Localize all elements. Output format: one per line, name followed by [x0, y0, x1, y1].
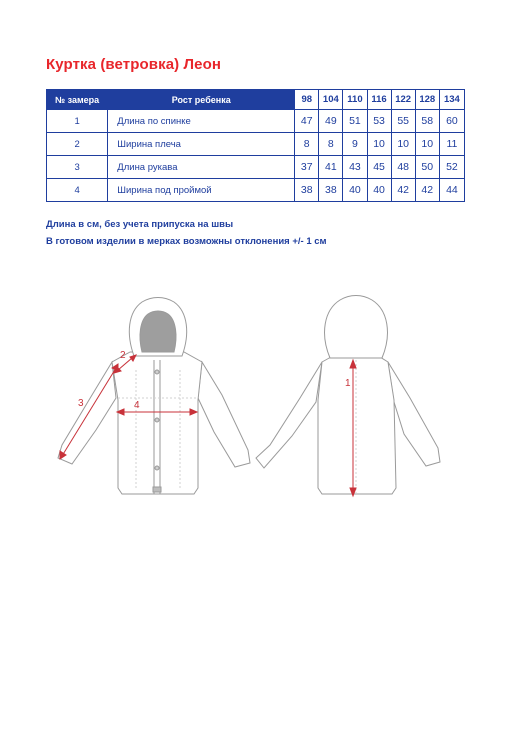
back-hood — [325, 296, 388, 359]
row-value: 58 — [415, 110, 439, 133]
page-title: Куртка (ветровка) Леон — [46, 56, 221, 73]
measure-label-1: 1 — [345, 378, 351, 389]
header-size: 122 — [391, 90, 415, 110]
header-size: 128 — [415, 90, 439, 110]
note-tolerance: В готовом изделии в мерках возможны отклонения +/- 1 см — [46, 236, 327, 247]
row-value: 45 — [367, 156, 391, 179]
row-value: 55 — [391, 110, 415, 133]
row-value: 10 — [415, 133, 439, 156]
row-number: 1 — [47, 110, 108, 133]
jacket-front-view — [58, 298, 250, 495]
back-right-sleeve — [388, 362, 440, 466]
row-number: 4 — [47, 179, 108, 202]
row-value: 10 — [391, 133, 415, 156]
header-size: 98 — [295, 90, 319, 110]
row-parameter: Длина по спинке — [108, 110, 295, 133]
row-value: 11 — [439, 133, 464, 156]
row-value: 44 — [439, 179, 464, 202]
row-value: 42 — [391, 179, 415, 202]
measure-label-4: 4 — [134, 400, 140, 411]
front-hood-opening — [140, 311, 176, 352]
header-measure-no: № замера — [47, 90, 108, 110]
header-size: 104 — [319, 90, 343, 110]
measure-sleeve-length — [62, 368, 116, 456]
row-value: 10 — [367, 133, 391, 156]
row-value: 40 — [367, 179, 391, 202]
row-value: 48 — [391, 156, 415, 179]
row-value: 60 — [439, 110, 464, 133]
header-size: 116 — [367, 90, 391, 110]
row-value: 47 — [295, 110, 319, 133]
row-number: 3 — [47, 156, 108, 179]
front-button — [155, 466, 159, 470]
front-button — [155, 418, 159, 422]
row-parameter: Ширина плеча — [108, 133, 295, 156]
note-measurement-units: Длина в см, без учета припуска на швы — [46, 219, 234, 230]
measure-label-2: 2 — [120, 350, 126, 361]
row-value: 9 — [343, 133, 367, 156]
row-value: 51 — [343, 110, 367, 133]
header-child-height: Рост ребенка — [108, 90, 295, 110]
header-size: 134 — [439, 90, 464, 110]
row-value: 53 — [367, 110, 391, 133]
jacket-back-view — [256, 296, 440, 495]
row-value: 41 — [319, 156, 343, 179]
row-value: 8 — [319, 133, 343, 156]
row-value: 8 — [295, 133, 319, 156]
row-value: 50 — [415, 156, 439, 179]
front-right-sleeve — [198, 362, 250, 467]
row-value: 42 — [415, 179, 439, 202]
row-value: 43 — [343, 156, 367, 179]
back-body — [318, 352, 396, 494]
front-button — [155, 370, 159, 374]
row-value: 37 — [295, 156, 319, 179]
row-parameter: Длина рукава — [108, 156, 295, 179]
back-left-sleeve — [256, 362, 322, 468]
row-number: 2 — [47, 133, 108, 156]
row-value: 49 — [319, 110, 343, 133]
row-value: 52 — [439, 156, 464, 179]
row-value: 38 — [295, 179, 319, 202]
zipper-pull — [153, 487, 161, 492]
measure-label-3: 3 — [78, 398, 84, 409]
row-parameter: Ширина под проймой — [108, 179, 295, 202]
row-value: 38 — [319, 179, 343, 202]
header-size: 110 — [343, 90, 367, 110]
row-value: 40 — [343, 179, 367, 202]
